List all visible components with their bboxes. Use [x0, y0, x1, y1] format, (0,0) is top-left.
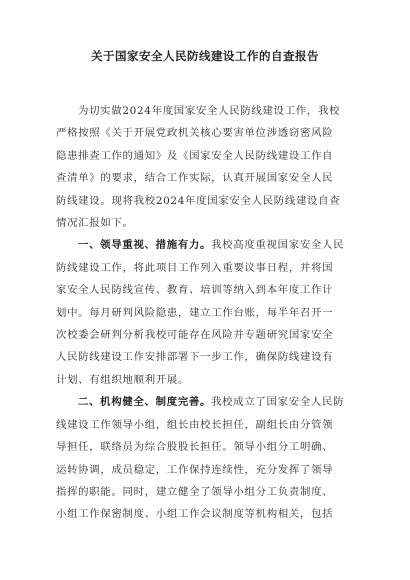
section-1-line: 划中。每月研判风险隐患，建立工作台账，每半年召开一	[56, 306, 334, 319]
section-1-line: 家安全人民防线宣传、教育、培训等纳入到本年度工作计	[56, 284, 334, 297]
section-2-line: 线建设工作领导小组，组长由校长担任，副组长由分管领	[56, 418, 334, 431]
intro-line: 查清单》的要求，结合工作实际，认真开展国家安全人民	[56, 172, 334, 185]
intro-paragraph	[56, 100, 354, 234]
document-title: 关于国家安全人民防线建设工作的自查报告	[91, 49, 319, 63]
section-1-line: 防线建设工作，将此项目工作列入重要议事日程，并将国	[56, 261, 334, 274]
intro-line: 情况汇报如下。	[56, 217, 134, 230]
intro-line: 防线建设。现将我校2024年度国家安全人民防线建设自查	[56, 194, 341, 207]
section-1-first-line	[56, 234, 354, 256]
section-1-paragraph	[56, 234, 354, 391]
intro-line: 严格按照《关于开展党政机关核心要害单位涉透窃密风险	[56, 127, 334, 140]
section-2-heading: 二、机构健全、制度完善。	[78, 396, 212, 409]
section-1-heading: 一、领导重视、措施有力。	[78, 239, 212, 252]
section-2-line: 导担任，联络员为综合股股长担任。领导小组分工明确、	[56, 441, 334, 454]
section-2-first-line	[56, 391, 354, 413]
section-1-text: 我校高度重视国家安全人民	[211, 239, 345, 252]
section-2-line: 运转协调，成员稳定，工作保持连续性，充分发挥了领导	[56, 463, 334, 476]
section-1-line: 次校委会研判分析我校可能存在风险并专题研究国家安全	[56, 329, 334, 342]
section-1-line: 计划、有组织地顺利开展。	[56, 373, 190, 386]
section-1-line: 人民防线建设工作安排部署下一步工作，确保防线建设有	[56, 351, 334, 364]
section-2-text: 我校成立了国家安全人民防	[211, 396, 345, 409]
section-2-line: 指挥的职能。同时，建立健全了领导小组分工负责制度、	[56, 485, 334, 498]
section-2-line: 小组工作保密制度、小组工作会议制度等机构相关，包括	[56, 508, 334, 521]
intro-line: 为切实做2024年度国家安全人民防线建设工作，我校	[78, 105, 341, 117]
intro-line: 隐患排查工作的通知》及《国家安全人民防线建设工作自	[56, 149, 334, 162]
section-2-paragraph	[56, 391, 354, 525]
